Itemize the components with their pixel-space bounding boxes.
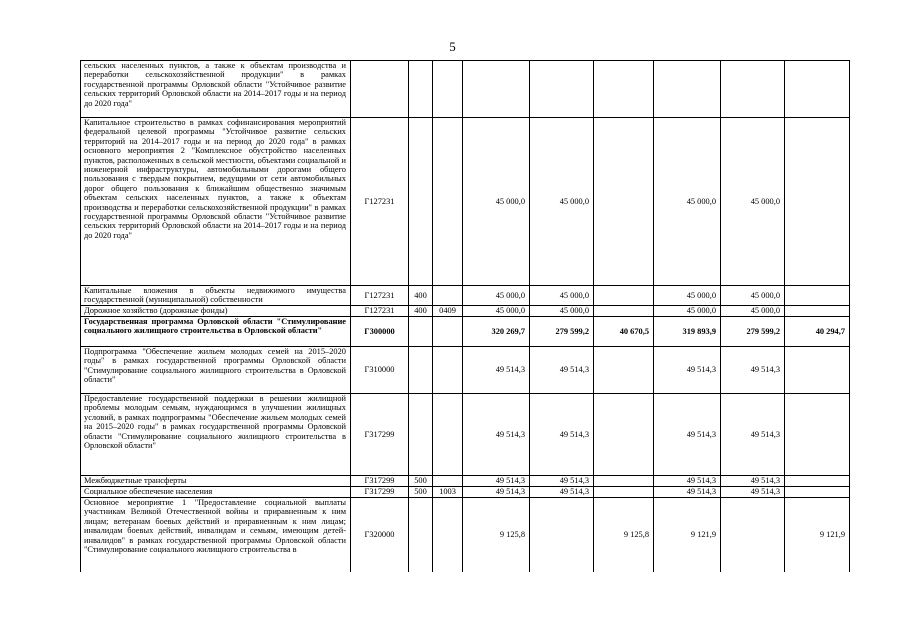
- row-value-5: [721, 61, 785, 118]
- row-value-1: 320 269,7: [463, 317, 530, 347]
- row-value-1: 49 514,3: [463, 487, 530, 498]
- row-value-6: [785, 394, 850, 476]
- row-code: [351, 61, 409, 118]
- row-value-1: [463, 61, 530, 118]
- table-row: [81, 476, 850, 487]
- row-description: Государственная программа Орловской области "Стимулирование социального жилищного строительства в Орловской области": [81, 317, 351, 347]
- row-value-4: 319 893,9: [654, 317, 721, 347]
- row-value-2: 49 514,3: [530, 476, 594, 487]
- row-value-3: [594, 306, 654, 317]
- row-description: Межбюджетные трансферты: [81, 476, 351, 487]
- row-subsection: [433, 286, 463, 306]
- row-value-2: 279 599,2: [530, 317, 594, 347]
- row-value-6: [785, 306, 850, 317]
- row-code: Г300000: [351, 317, 409, 347]
- table-row: [81, 347, 850, 394]
- row-section: 500: [409, 487, 433, 498]
- row-value-4: 49 514,3: [654, 476, 721, 487]
- row-value-2: [530, 61, 594, 118]
- table-row: [81, 487, 850, 498]
- row-value-3: 40 670,5: [594, 317, 654, 347]
- row-code: Г127231: [351, 286, 409, 306]
- row-value-1: 49 514,3: [463, 394, 530, 476]
- row-value-3: 9 125,8: [594, 498, 654, 572]
- row-subsection: [433, 347, 463, 394]
- row-value-1: 45 000,0: [463, 118, 530, 286]
- table-row: [81, 286, 850, 306]
- row-code: Г127231: [351, 306, 409, 317]
- row-subsection: 1003: [433, 487, 463, 498]
- row-description: Социальное обеспечение населения: [81, 487, 351, 498]
- row-description: Капитальное строительство в рамках софинансирования мероприятий федеральной целевой программы "Устойчивое развитие сельских территорий на 2014–2017 годы и на период до 2020 года" в рамках основного мероприятия 2 "Комплексное обустройство населенных пунктов, расположенных в сельской местности, объектами социальной и инженерной инфраструктуры, автомобильными дорогами общего пользования с твердым покрытием, ведущими от сети автомобильных дорог общего пользования к ближайшим общественно значимым объектам сельских населенных пунктов, а также к объектам производства и переработки сельскохозяйственной продукции" в рамках государственной программы Орловской области "Устойчивое развитие сельских территорий Орловской области на 2014–2017 годы и на период до 2020 года": [81, 118, 351, 286]
- row-code: Г127231: [351, 118, 409, 286]
- row-value-4: 45 000,0: [654, 306, 721, 317]
- row-value-3: [594, 476, 654, 487]
- row-value-2: 45 000,0: [530, 306, 594, 317]
- table-row: [81, 317, 850, 347]
- row-value-1: 9 125,8: [463, 498, 530, 572]
- row-code: Г317299: [351, 394, 409, 476]
- page-number: 5: [449, 39, 456, 54]
- row-value-2: 49 514,3: [530, 394, 594, 476]
- row-value-5: 49 514,3: [721, 487, 785, 498]
- row-section: [409, 61, 433, 118]
- row-value-6: [785, 347, 850, 394]
- row-value-6: 9 121,9: [785, 498, 850, 572]
- row-value-5: 49 514,3: [721, 347, 785, 394]
- row-value-3: [594, 286, 654, 306]
- row-description: Дорожное хозяйство (дорожные фонды): [81, 306, 351, 317]
- table-row: [81, 306, 850, 317]
- row-value-1: 45 000,0: [463, 306, 530, 317]
- row-subsection: [433, 498, 463, 572]
- row-value-1: 45 000,0: [463, 286, 530, 306]
- row-value-6: [785, 476, 850, 487]
- row-value-6: [785, 118, 850, 286]
- row-description: Подпрограмма "Обеспечение жильем молодых семей на 2015–2020 годы" в рамках государственной программы Орловской области "Стимулирование социального жилищного строительства в Орловской области": [81, 347, 351, 394]
- row-value-2: 49 514,3: [530, 347, 594, 394]
- row-value-5: [721, 498, 785, 572]
- row-value-3: [594, 118, 654, 286]
- row-value-5: 45 000,0: [721, 286, 785, 306]
- row-section: [409, 118, 433, 286]
- row-section: [409, 498, 433, 572]
- row-value-5: 49 514,3: [721, 476, 785, 487]
- table-row: [81, 498, 850, 572]
- row-section: [409, 317, 433, 347]
- row-subsection: 0409: [433, 306, 463, 317]
- row-code: Г310000: [351, 347, 409, 394]
- row-section: [409, 347, 433, 394]
- row-subsection: [433, 118, 463, 286]
- row-code: Г317299: [351, 487, 409, 498]
- row-description: Капитальные вложения в объекты недвижимого имущества государственной (муниципальной) собственности: [81, 286, 351, 306]
- row-subsection: [433, 476, 463, 487]
- row-value-6: [785, 286, 850, 306]
- row-value-1: 49 514,3: [463, 347, 530, 394]
- row-value-4: [654, 61, 721, 118]
- row-value-5: 45 000,0: [721, 118, 785, 286]
- row-description: Основное мероприятие 1 "Предоставление социальной выплаты участникам Великой Отечественной войны и приравненным к ним лицам; ветеранам боевых действий и приравненным к ним лицам; инвалидам боевых действий, инвалидам и семьям, имеющим детей-инвалидов" в рамках государственной программы Орловской области "Стимулирование социального жилищного строительства в: [81, 498, 351, 572]
- row-value-3: [594, 347, 654, 394]
- table-row: [81, 394, 850, 476]
- row-value-2: [530, 498, 594, 572]
- row-value-4: 45 000,0: [654, 118, 721, 286]
- table-row: [81, 61, 850, 118]
- row-subsection: [433, 61, 463, 118]
- row-value-2: 45 000,0: [530, 118, 594, 286]
- row-value-5: 279 599,2: [721, 317, 785, 347]
- row-code: Г317299: [351, 476, 409, 487]
- table-row: [81, 118, 850, 286]
- row-value-1: 49 514,3: [463, 476, 530, 487]
- row-section: 400: [409, 306, 433, 317]
- row-value-6: [785, 61, 850, 118]
- row-subsection: [433, 394, 463, 476]
- row-value-4: 45 000,0: [654, 286, 721, 306]
- budget-table: [80, 60, 850, 572]
- row-value-2: 49 514,3: [530, 487, 594, 498]
- row-section: 500: [409, 476, 433, 487]
- row-value-4: 9 121,9: [654, 498, 721, 572]
- row-code: Г320000: [351, 498, 409, 572]
- row-value-4: 49 514,3: [654, 487, 721, 498]
- row-subsection: [433, 317, 463, 347]
- row-value-5: 49 514,3: [721, 394, 785, 476]
- row-value-3: [594, 487, 654, 498]
- row-value-3: [594, 61, 654, 118]
- row-value-5: 45 000,0: [721, 306, 785, 317]
- row-value-4: 49 514,3: [654, 394, 721, 476]
- row-description: сельских населенных пунктов, а также к объектам производства и переработки сельскохозяйственной продукции" в рамках государственной программы Орловской области "Устойчивое развитие сельских территорий Орловской области на 2014–2017 годы и на период до 2020 года": [81, 61, 351, 118]
- row-description: Предоставление государственной поддержки в решении жилищной проблемы молодым семьям, нуждающимся в улучшении жилищных условий, в рамках подпрограммы "Обеспечение жильем молодых семей на 2015–2020 годы" в рамках государственной программы Орловской области "Стимулирование социального жилищного строительства в Орловской области": [81, 394, 351, 476]
- row-section: 400: [409, 286, 433, 306]
- row-value-3: [594, 394, 654, 476]
- row-value-2: 45 000,0: [530, 286, 594, 306]
- row-value-4: 49 514,3: [654, 347, 721, 394]
- row-value-6: [785, 487, 850, 498]
- row-section: [409, 394, 433, 476]
- row-value-6: 40 294,7: [785, 317, 850, 347]
